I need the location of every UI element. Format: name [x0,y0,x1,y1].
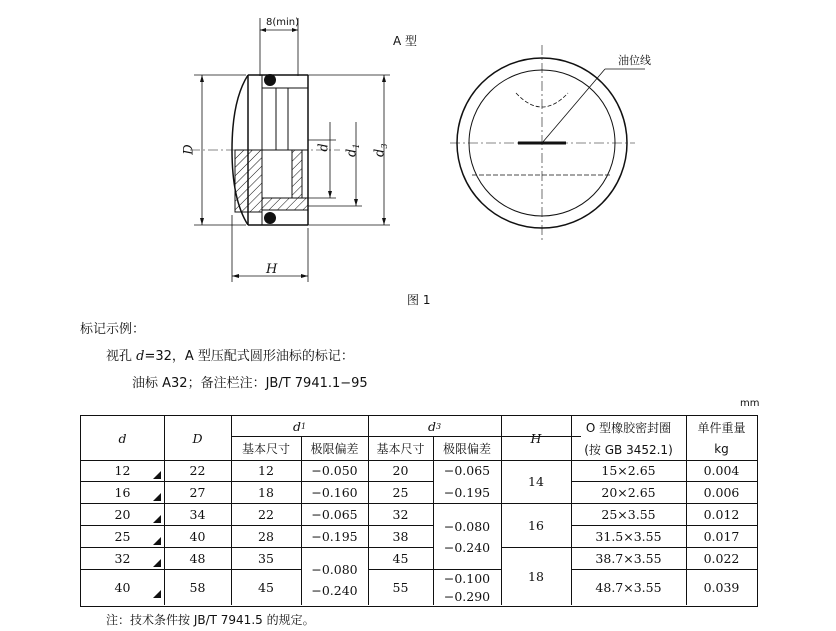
table-cell-d3-tol: −0.100 [443,570,491,586]
table-cell-oring: 31.5×3.55 [595,528,662,544]
example-line2: 油标 A32；备注栏注：JB/T 7941.1−95 [132,376,368,391]
table-cell-d3: 25 [392,484,409,500]
table-cell-d1: 18 [258,484,274,500]
table-cell-weight: 0.039 [703,579,740,595]
fit-triangle-mark [153,537,161,545]
header-D: D [192,430,203,446]
header-weight-line1: 单件重量 [697,420,746,435]
table-cell-d1-tol: −0.065 [311,506,358,522]
table-cell-d3: 45 [392,550,409,566]
table-cell-weight: 0.022 [703,550,740,566]
fit-triangle-mark [153,590,161,598]
table-cell-oring: 38.7×3.55 [595,550,662,566]
header-d3-tol: 极限偏差 [442,441,491,456]
example-heading: 标记示例： [80,322,146,337]
table-cell-d: 32 [114,550,131,566]
table-cell-H: 16 [528,517,544,533]
fit-triangle-mark [153,515,161,523]
table-cell-weight: 0.006 [703,484,740,500]
table-cell-d1-tol: −0.195 [311,528,358,544]
table-cell-d3-tol: −0.290 [443,588,491,604]
table-cell-d3: 55 [392,579,409,595]
header-d1-tol: 极限偏差 [310,441,359,456]
table-cell-d: 40 [114,579,131,595]
table-cell-d3: 32 [392,506,409,522]
dim-D-label: D [181,144,197,155]
table-cell-d1: 28 [258,528,274,544]
table-cell-d3-tol: −0.065 [443,463,491,478]
header-d: d [118,430,127,446]
table-cell-weight: 0.012 [703,506,740,522]
dim-H-label: H [266,262,278,277]
footnote: 注：技术条件按 JB/T 7941.5 的规定。 [106,613,315,627]
dim-d-label: d [316,143,332,152]
table-cell-d1: 45 [258,579,274,595]
table-cell-D: 22 [189,463,206,478]
fit-triangle-mark [153,471,161,479]
header-oring-line2: (按 GB 3452.1) [584,442,673,457]
dimension-table [80,415,758,607]
table-cell-d1-tol: −0.080 [311,561,358,577]
table-cell-D: 48 [189,550,206,566]
table-cell-d1: 35 [258,550,274,566]
header-weight-line2: kg [714,442,729,456]
header-H: H [530,430,542,446]
table-cell-weight: 0.017 [703,528,740,544]
table-cell-oring: 15×2.65 [601,463,656,478]
table-cell-oring: 20×2.65 [601,484,656,500]
table-cell-d1-tol: −0.050 [311,463,358,478]
table-cell-d3-tol: −0.080 [443,518,491,534]
example-line1: 视孔 d=32，A 型压配式圆形油标的标记： [106,349,354,364]
header-d3: d 3 [427,418,442,434]
table-cell-d: 16 [114,484,131,500]
header-d1: d 1 [292,418,307,434]
table-cell-d: 20 [114,506,131,522]
table-cell-D: 58 [189,579,206,595]
table-cell-d3: 20 [392,463,409,478]
table-cell-weight: 0.004 [703,463,740,478]
table-cell-d3-tol: −0.195 [443,484,491,500]
header-d1-basic: 基本尺寸 [241,441,290,456]
table-cell-D: 40 [189,528,206,544]
table-cell-d1: 22 [258,506,274,522]
header-oring-line1: O 型橡胶密封圈 [585,420,672,435]
table-cell-H: 14 [528,474,544,489]
fit-triangle-mark [153,559,161,567]
table-cell-oring: 48.7×3.55 [595,579,662,595]
table-cell-d1-tol: −0.160 [311,484,358,500]
table-cell-oring: 25×3.55 [601,506,656,522]
figure-caption: 图 1 [407,293,431,307]
table-cell-d3-tol: −0.240 [443,539,491,555]
type-a-label: A 型 [393,34,418,48]
table-cell-d1: 12 [258,463,274,478]
oil-level-line-label: 油位线 [618,54,651,67]
table-cell-d3: 38 [392,528,409,544]
table-cell-d1-tol: −0.240 [311,582,358,598]
table-cell-D: 27 [189,484,206,500]
header-d3-basic: 基本尺寸 [376,441,425,456]
table-cell-d: 12 [114,463,131,478]
dim-d3-label: $d_3$ [372,143,390,158]
fit-triangle-mark [153,493,161,501]
min-dimension-label: 8(min) [266,17,300,28]
dim-d1-label: $d_1$ [344,143,362,158]
unit-label: mm [740,398,760,409]
table-cell-H: 18 [528,568,544,584]
table-cell-d: 25 [114,528,131,544]
table-cell-D: 34 [189,506,206,522]
